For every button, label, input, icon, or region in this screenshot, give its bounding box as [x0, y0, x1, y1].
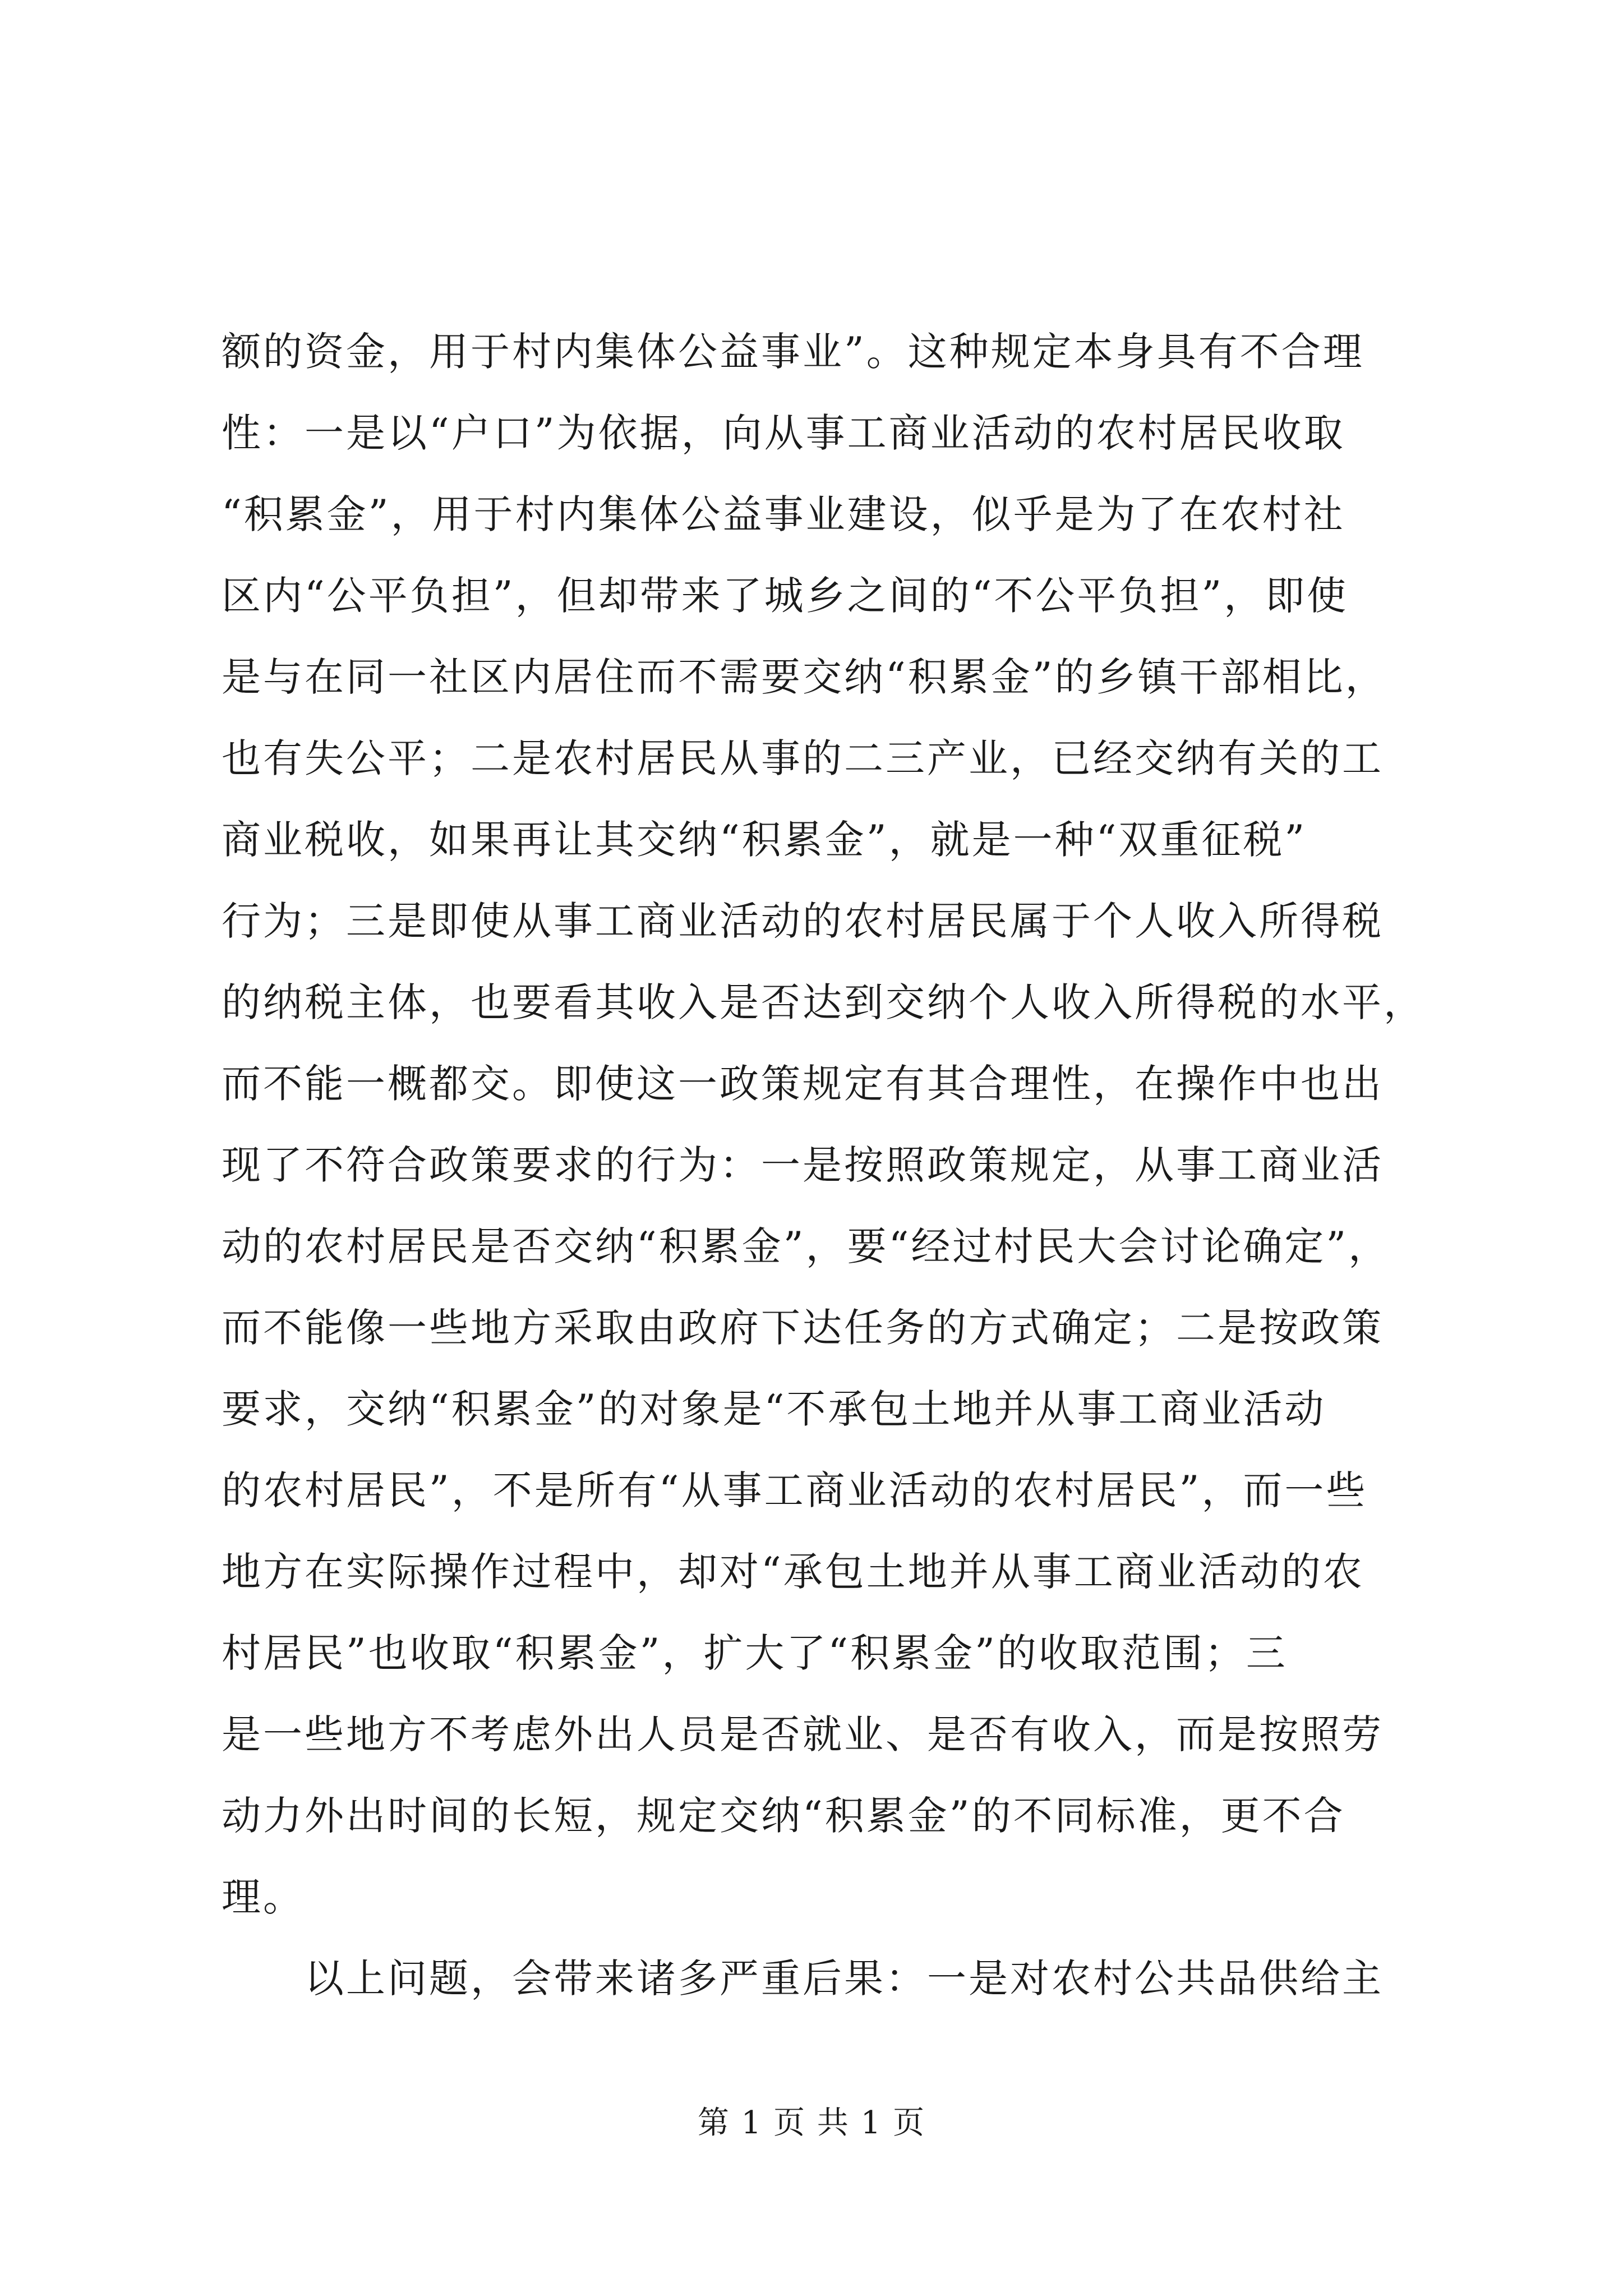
paragraph-start-line: 以上问题，会带来诸多严重后果：一是对农村公共品供给主 [305, 1955, 1384, 2001]
text-line: “积累金”，用于村内集体公益事业建设，似乎是为了在农村社 [222, 491, 1345, 537]
text-line: 的纳税主体，也要看其收入是否达到交纳个人收入所得税的水平， [222, 979, 1425, 1025]
text-line: 村居民”也收取“积累金”，扩大了“积累金”的收取范围；三 [222, 1630, 1288, 1676]
body-text [222, 311, 1427, 2019]
page-footer: 第 1 页 共 1 页 [697, 2105, 926, 2141]
text-line: 商业税收，如果再让其交纳“积累金”，就是一种“双重征税” [222, 817, 1307, 863]
text-line: 而不能像一些地方采取由政府下达任务的方式确定；二是按政策 [222, 1305, 1384, 1351]
text-line: 地方在实际操作过程中，却对“承包土地并从事工商业活动的农 [222, 1549, 1364, 1595]
text-line: 的农村居民”，不是所有“从事工商业活动的农村居民”，而一些 [222, 1467, 1368, 1513]
text-line: 性：一是以“户口”为依据，向从事工商业活动的农村居民收取 [222, 410, 1345, 456]
text-line: 区内“公平负担”，但却带来了城乡之间的“不公平负担”，即使 [222, 573, 1349, 619]
text-line: 动的农村居民是否交纳“积累金”，要“经过村民大会讨论确定”， [222, 1223, 1390, 1269]
text-line: 而不能一概都交。即使这一政策规定有其合理性，在操作中也出 [222, 1061, 1384, 1107]
text-line: 现了不符合政策要求的行为：一是按照政策规定，从事工商业活 [222, 1142, 1384, 1188]
text-line: 额的资金，用于村内集体公益事业”。这种规定本身具有不合理 [222, 329, 1364, 375]
text-line: 理。 [222, 1874, 305, 1920]
text-line: 也有失公平；二是农村居民从事的二三产业，已经交纳有关的工 [222, 735, 1384, 781]
text-line: 是与在同一社区内居住而不需要交纳“积累金”的乡镇干部相比， [222, 654, 1387, 700]
text-line: 动力外出时间的长短，规定交纳“积累金”的不同标准，更不合 [222, 1793, 1345, 1839]
text-line: 要求，交纳“积累金”的对象是“不承包土地并从事工商业活动 [222, 1386, 1326, 1432]
text-line: 是一些地方不考虑外出人员是否就业、是否有收入，而是按照劳 [222, 1711, 1384, 1757]
text-line: 行为；三是即使从事工商业活动的农村居民属于个人收入所得税 [222, 898, 1384, 944]
